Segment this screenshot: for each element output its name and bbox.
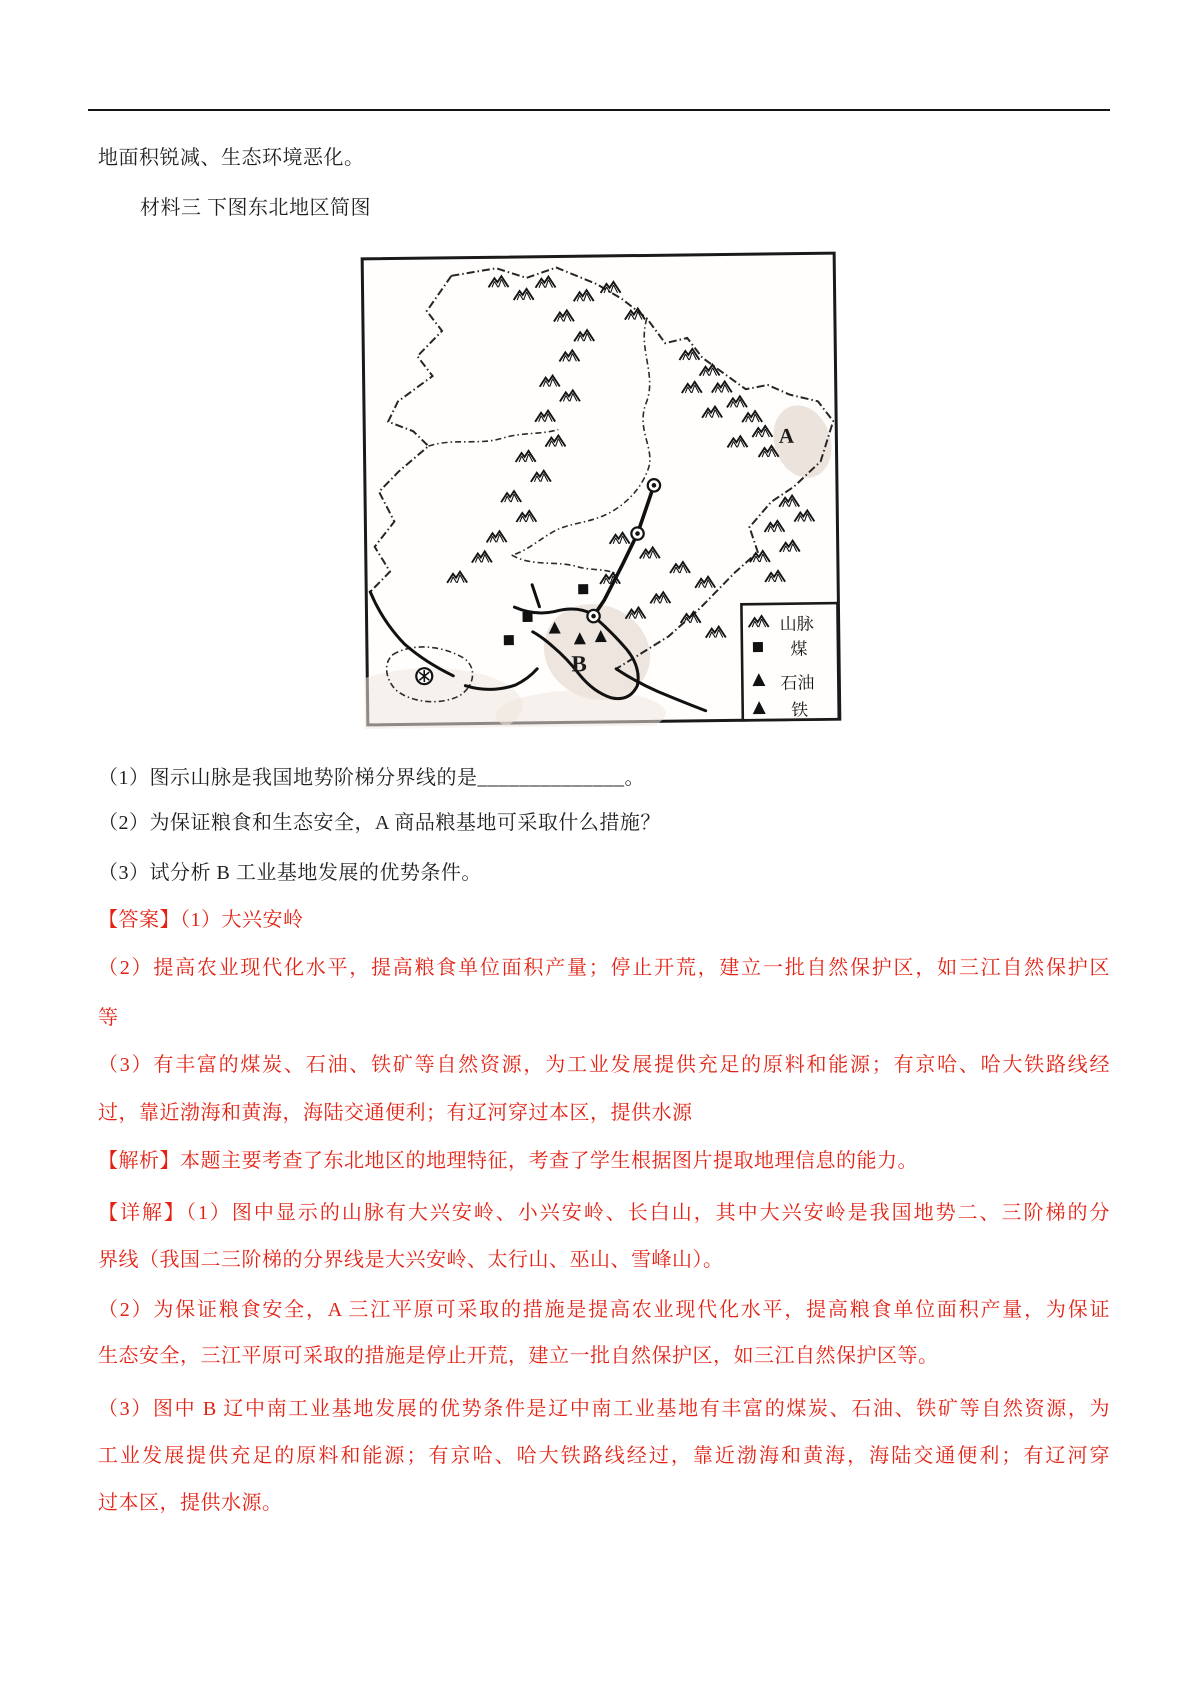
answer-line: （3）有丰富的煤炭、石油、铁矿等自然资源，为工业发展提供充足的原料和能源；有京哈、哈大铁路线经	[98, 1054, 1110, 1076]
explain-line: 【详解】（1）图中显示的山脉有大兴安岭、小兴安岭、长白山，其中大兴安岭是我国地势二、三阶梯的分	[98, 1202, 1110, 1224]
coal-icon	[522, 612, 532, 622]
legend-label-coal: 煤	[790, 639, 808, 659]
answer-line: （2）提高农业现代化水平，提高粮食单位面积产量；停止开荒，建立一批自然保护区，如三江自然保护区	[98, 957, 1110, 979]
explain-line: 界线（我国二三阶梯的分界线是大兴安岭、太行山、巫山、雪峰山）。	[98, 1249, 724, 1271]
legend-label-iron: 铁	[791, 700, 809, 720]
question-2: （2）为保证粮食和生态安全，A 商品粮基地可采取什么措施？	[98, 812, 661, 834]
coal-icon	[504, 635, 514, 645]
railway-station-icon	[631, 527, 644, 540]
intro-line: 地面积锐减、生态环境恶化。	[98, 147, 365, 169]
map-legend	[741, 603, 838, 720]
coal-square-icon	[753, 642, 763, 652]
answer-line: 过，靠近渤海和黄海，海陆交通便利；有辽河穿过本区，提供水源	[98, 1102, 693, 1124]
question-3: （3）试分析 B 工业基地发展的优势条件。	[98, 862, 482, 884]
legend-label-oil: 石油	[780, 673, 815, 693]
map-svg	[359, 251, 843, 729]
railway-station-icon	[648, 479, 661, 492]
question-1: （1）图示山脉是我国地势阶梯分界线的是______________。	[98, 767, 645, 789]
explain-line: 生态安全，三江平原可采取的措施是停止开荒，建立一批自然保护区，如三江自然保护区等。	[98, 1345, 939, 1367]
explain-line: （2）为保证粮食安全，A 三江平原可采取的措施是提高农业现代化水平，提高粮食单位面积产量，为保证	[98, 1299, 1110, 1321]
legend-label-mountain: 山脉	[779, 614, 814, 634]
analysis-line: 【解析】本题主要考查了东北地区的地理特征，考查了学生根据图片提取地理信息的能力。	[98, 1150, 918, 1172]
explain-line: （3）图中 B 辽中南工业基地发展的优势条件是辽中南工业基地有丰富的煤炭、石油、铁矿等自然资源，为	[98, 1398, 1110, 1420]
coal-icon	[578, 584, 588, 594]
material-heading: 材料三 下图东北地区简图	[140, 197, 371, 219]
region-a-label: A	[778, 423, 795, 448]
page-divider	[88, 109, 1110, 111]
region-b-label: B	[571, 651, 587, 677]
explain-line: 过本区，提供水源。	[98, 1492, 283, 1514]
answer-line: 【答案】（1）大兴安岭	[98, 909, 304, 931]
answer-line: 等	[98, 1007, 119, 1029]
explain-line: 工业发展提供充足的原料和能源；有京哈、哈大铁路线经过，靠近渤海和黄海，海陆交通便利；有辽河穿	[98, 1445, 1110, 1467]
railway-station-icon	[587, 610, 600, 623]
northeast-china-map	[359, 251, 843, 729]
capital-city-icon	[416, 668, 432, 684]
